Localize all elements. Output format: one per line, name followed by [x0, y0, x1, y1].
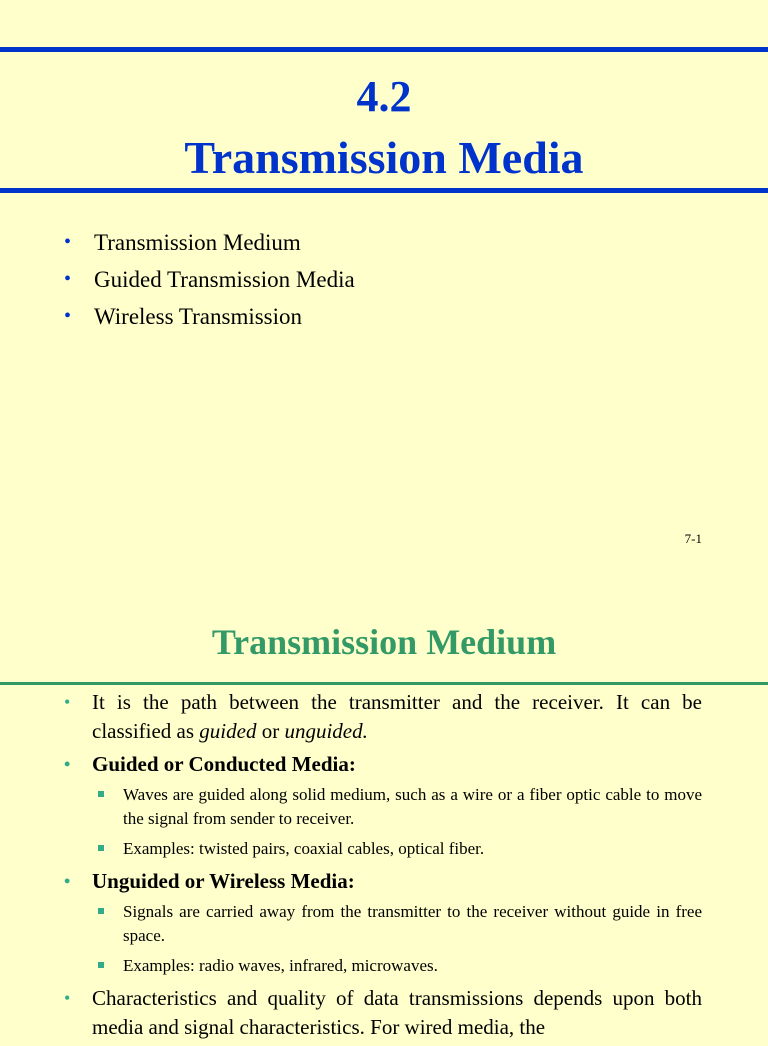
bullet-icon: •	[64, 871, 71, 891]
bullet-icon: •	[64, 754, 71, 774]
sub-bullet: Waves are guided along solid medium, such as a wire or a fiber optic cable to move the signal from sender to receiver.	[64, 783, 702, 831]
topic-item: • Wireless Transmission	[64, 298, 355, 335]
sub-bullet: Examples: radio waves, infrared, microwaves.	[64, 954, 702, 978]
topic-item: • Transmission Medium	[64, 224, 355, 261]
topic-item: • Guided Transmission Media	[64, 261, 355, 298]
unguided-heading: • Unguided or Wireless Media:	[64, 867, 702, 896]
sub-bullet: Examples: twisted pairs, coaxial cables, optical fiber.	[64, 837, 702, 861]
title-divider	[0, 188, 768, 193]
section-number: 4.2	[356, 72, 412, 121]
guided-heading: • Guided or Conducted Media:	[64, 750, 702, 779]
sub-bullet: Signals are carried away from the transmitter to the receiver without guide in free space.	[64, 900, 702, 948]
characteristics-bullet: • Characteristics and quality of data transmissions depends upon both media and signal characteristics. For wired media, the	[64, 986, 702, 1039]
bullet-icon: •	[64, 692, 71, 712]
bullet-icon: •	[64, 231, 72, 253]
square-bullet-icon	[98, 845, 104, 851]
page-number: 7-1	[684, 531, 702, 546]
square-bullet-icon	[98, 791, 104, 797]
slide-2	[0, 580, 768, 1039]
slide-title: Transmission Media	[184, 132, 584, 183]
top-divider	[0, 47, 768, 52]
square-bullet-icon	[98, 908, 104, 914]
bullet-icon: •	[64, 988, 71, 1008]
slide-content	[64, 688, 702, 1046]
intro-bullet: • It is the path between the transmitter and the receiver. It can be classified as guided or unguided.	[64, 690, 702, 743]
bullet-icon: •	[64, 305, 72, 327]
title-divider	[0, 682, 768, 685]
topic-list	[64, 224, 355, 335]
square-bullet-icon	[98, 962, 104, 968]
slide-title: Transmission Medium	[211, 622, 557, 662]
bullet-icon: •	[64, 268, 72, 290]
